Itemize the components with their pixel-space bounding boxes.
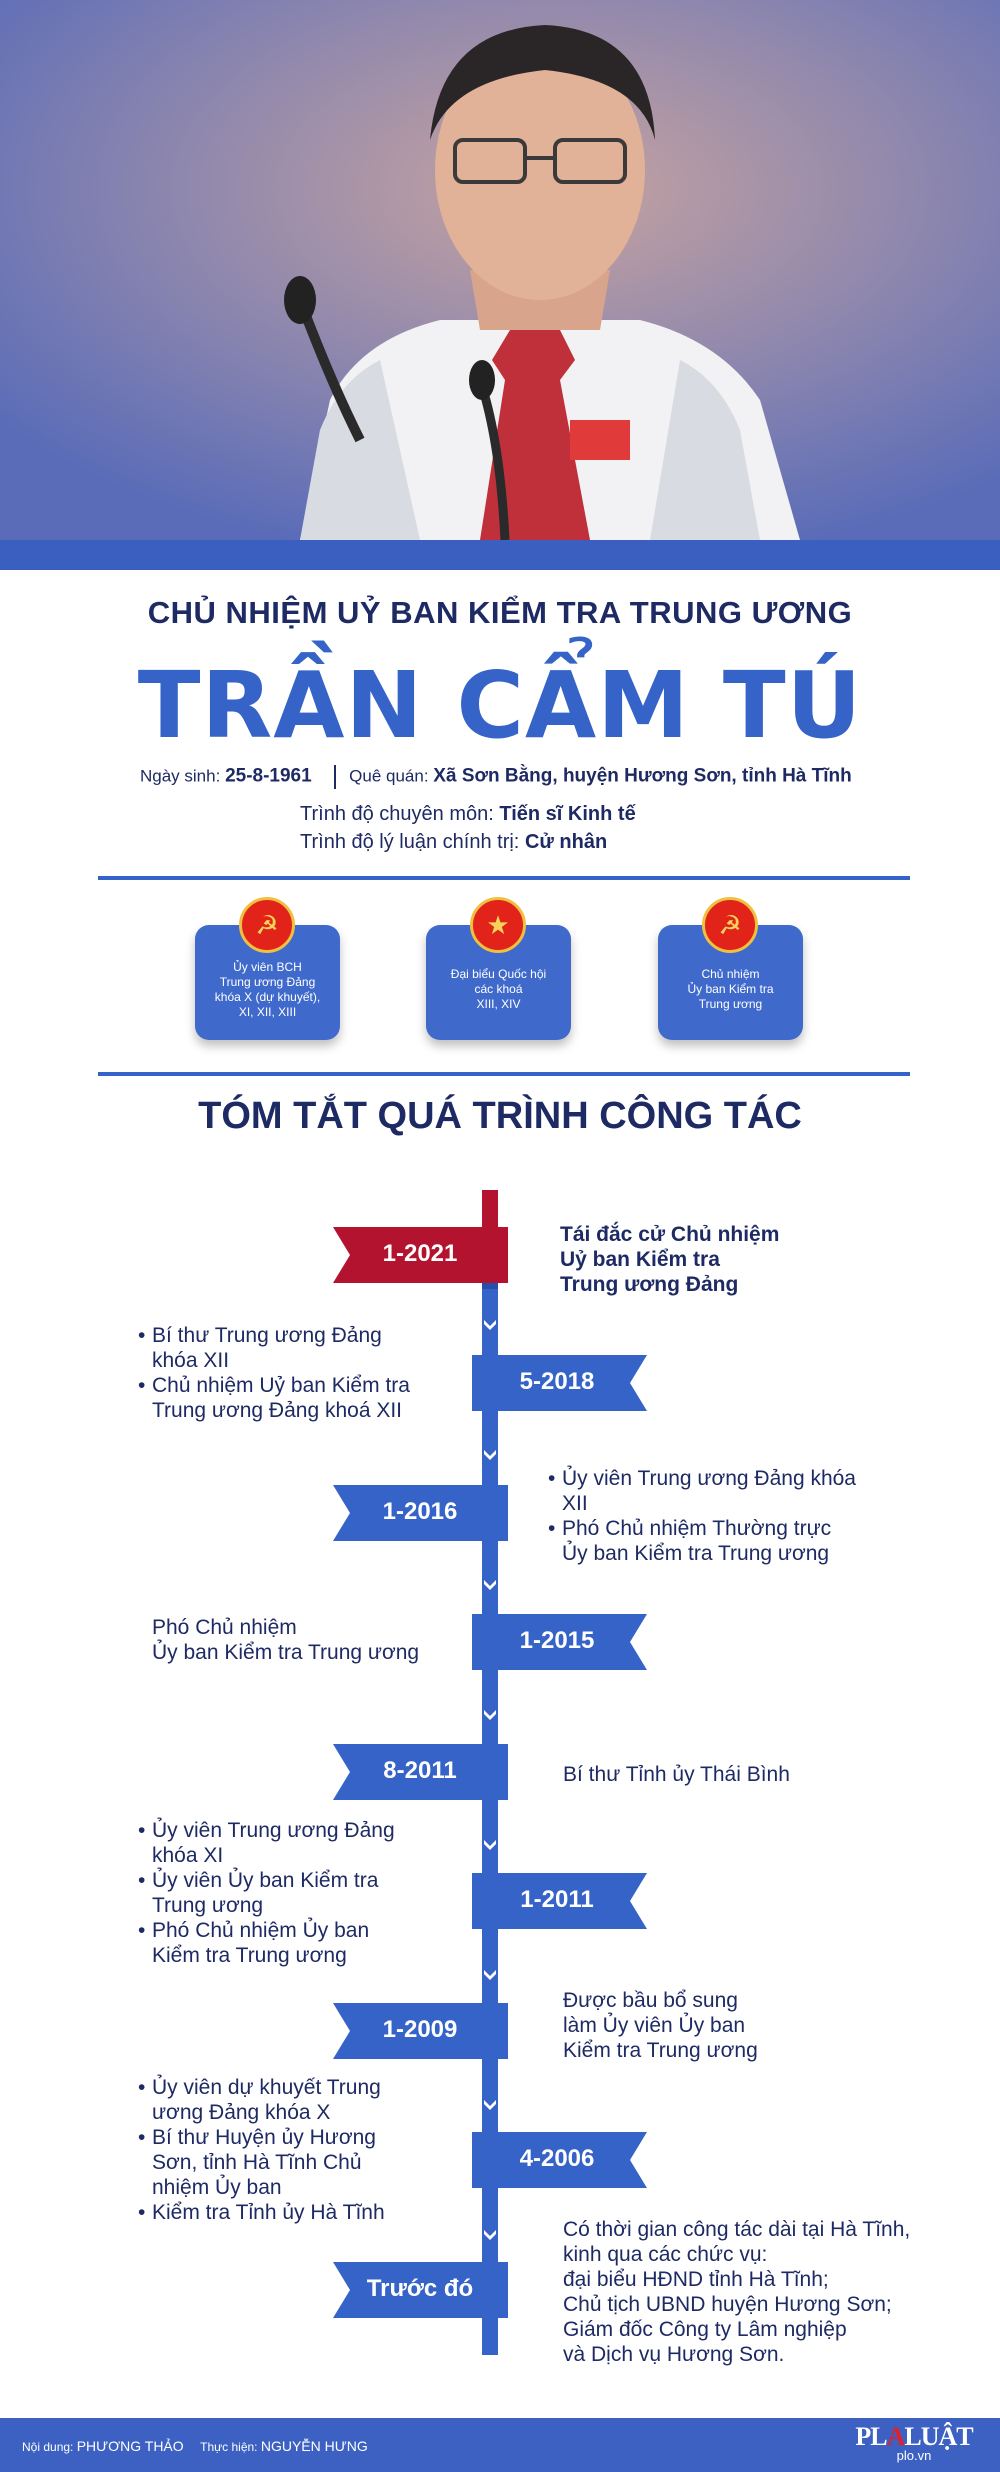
entry-line: Trung ương Đảng xyxy=(560,1273,739,1296)
entry-line: Tái đắc cử Chủ nhiệm xyxy=(560,1223,780,1246)
credit-author: NGUYỄN HƯNG xyxy=(260,2438,368,2454)
card-text: Trung ương Đảng xyxy=(219,974,316,989)
timeline-entry xyxy=(563,1762,790,1787)
logo-text: LUẬT xyxy=(904,2422,973,2451)
footer-bar xyxy=(0,2418,1000,2472)
credit-label: Thực hiện: xyxy=(200,2440,258,2454)
entry-line: và Dịch vụ Hương Sơn. xyxy=(563,2343,785,2366)
entry-line: Phó Chủ nhiệm xyxy=(152,1616,297,1639)
entry-line: Được bầu bổ sung xyxy=(563,1989,738,2012)
entry-bullet: • Phó Chủ nhiệm Ủy ban Kiểm tra Trung ương xyxy=(152,1918,418,1968)
timeline-entry xyxy=(138,1818,418,1968)
degree-label: Trình độ chuyên môn: xyxy=(300,803,494,825)
entry-line: làm Ủy viên Ủy ban xyxy=(563,2014,746,2037)
timeline-entry xyxy=(548,1466,858,1566)
birth-label: Ngày sinh: xyxy=(140,766,221,786)
hammer-sickle-icon: ☭ xyxy=(239,897,295,953)
entry-line: kinh qua các chức vụ: xyxy=(563,2243,768,2266)
publisher-logo xyxy=(854,2422,974,2468)
timeline-entry xyxy=(560,1222,779,1297)
national-emblem-icon: ★ xyxy=(470,897,526,953)
date-label: 1-2011 xyxy=(520,1886,594,1913)
entry-line: Chủ tịch UBND huyện Hương Sơn; xyxy=(563,2293,892,2316)
entry-bullet: • Bí thư Huyện ủy Hương Sơn, tỉnh Hà Tĩnh Chủ nhiệm Ủy ban xyxy=(152,2125,418,2200)
entry-line: đại biểu HĐND tỉnh Hà Tĩnh; xyxy=(563,2268,829,2291)
card-text: khóa X (dự khuyết), xyxy=(214,989,321,1004)
timeline-entry xyxy=(563,1988,758,2063)
entry-line: Kiểm tra Trung ương xyxy=(563,2039,758,2062)
degree-value: Tiến sĩ Kinh tế xyxy=(499,803,636,825)
date-label: 1-2016 xyxy=(382,1498,458,1525)
entry-bullet: • Kiểm tra Tỉnh ủy Hà Tĩnh xyxy=(152,2200,418,2225)
card-text: XIII, XIV xyxy=(476,997,521,1011)
credit-label: Nội dung: xyxy=(22,2440,74,2454)
date-label: 1-2015 xyxy=(519,1627,595,1654)
entry-bullet: • Ủy viên Ủy ban Kiểm tra Trung ương xyxy=(152,1868,418,1918)
hammer-sickle-icon: ☭ xyxy=(702,897,758,953)
section-title: TÓM TẮT QUÁ TRÌNH CÔNG TÁC xyxy=(198,1095,802,1137)
hometown-label: Quê quán: xyxy=(349,766,429,786)
timeline-entry xyxy=(152,1615,419,1665)
date-label: 4-2006 xyxy=(519,2145,595,2172)
card-text: Chủ nhiệm xyxy=(701,967,760,981)
card-text: Ủy viên BCH xyxy=(233,959,302,974)
entry-bullet: • Ủy viên Trung ương Đảng khóa XI xyxy=(152,1818,418,1868)
entry-bullet: • Ủy viên dự khuyết Trung ương Đảng khóa X xyxy=(152,2075,418,2125)
entry-bullet: • Bí thư Trung ương Đảng khóa XII xyxy=(152,1323,428,1373)
card-text: Đại biểu Quốc hội xyxy=(450,967,547,981)
entry-bullet: • Ủy viên Trung ương Đảng khóa XII xyxy=(562,1466,858,1516)
date-label: 5-2018 xyxy=(519,1368,595,1395)
card-text: XI, XII, XIII xyxy=(238,1004,297,1019)
card-text: Trung ương xyxy=(698,997,763,1011)
position-subtitle: CHỦ NHIỆM UỶ BAN KIỂM TRA TRUNG ƯƠNG xyxy=(147,595,853,630)
entry-line: Có thời gian công tác dài tại Hà Tĩnh, xyxy=(563,2218,911,2241)
logo-site: plo.vn xyxy=(896,2448,932,2463)
entry-line: Giám đốc Công ty Lâm nghiệp xyxy=(563,2318,847,2341)
card-text: Ủy ban Kiểm tra xyxy=(687,982,774,996)
credit-author: PHƯƠNG THẢO xyxy=(76,2438,184,2454)
logo-text: A xyxy=(886,2422,905,2451)
hometown-value: Xã Sơn Bằng, huyện Hương Sơn, tỉnh Hà Tĩnh xyxy=(433,765,852,787)
timeline-entry xyxy=(563,2217,910,2367)
card-text: các khoá xyxy=(474,982,523,996)
entry-line: Bí thư Tỉnh ủy Thái Bình xyxy=(563,1763,790,1786)
date-label: Trước đó xyxy=(366,2275,474,2302)
date-label: 8-2011 xyxy=(383,1757,457,1784)
birth-value: 25-8-1961 xyxy=(225,765,312,787)
timeline-entry xyxy=(138,2075,418,2225)
entry-bullet: • Chủ nhiệm Uỷ ban Kiểm tra Trung ương Đảng khoá XII xyxy=(152,1373,428,1423)
date-label: 1-2021 xyxy=(382,1240,458,1267)
date-label: 1-2009 xyxy=(382,2016,458,2043)
politics-label: Trình độ lý luận chính trị: xyxy=(300,831,520,853)
person-name: TRẦN CẨM TÚ xyxy=(137,652,863,759)
logo-text: PL xyxy=(855,2422,887,2451)
timeline-entry xyxy=(138,1323,428,1423)
politics-value: Cử nhân xyxy=(524,831,608,853)
entry-line: Ủy ban Kiểm tra Trung ương xyxy=(152,1641,420,1664)
credits xyxy=(22,2438,368,2454)
entry-bullet: • Phó Chủ nhiệm Thường trực Ủy ban Kiểm tra Trung ương xyxy=(562,1516,858,1566)
entry-line: Uỷ ban Kiểm tra xyxy=(560,1248,720,1271)
